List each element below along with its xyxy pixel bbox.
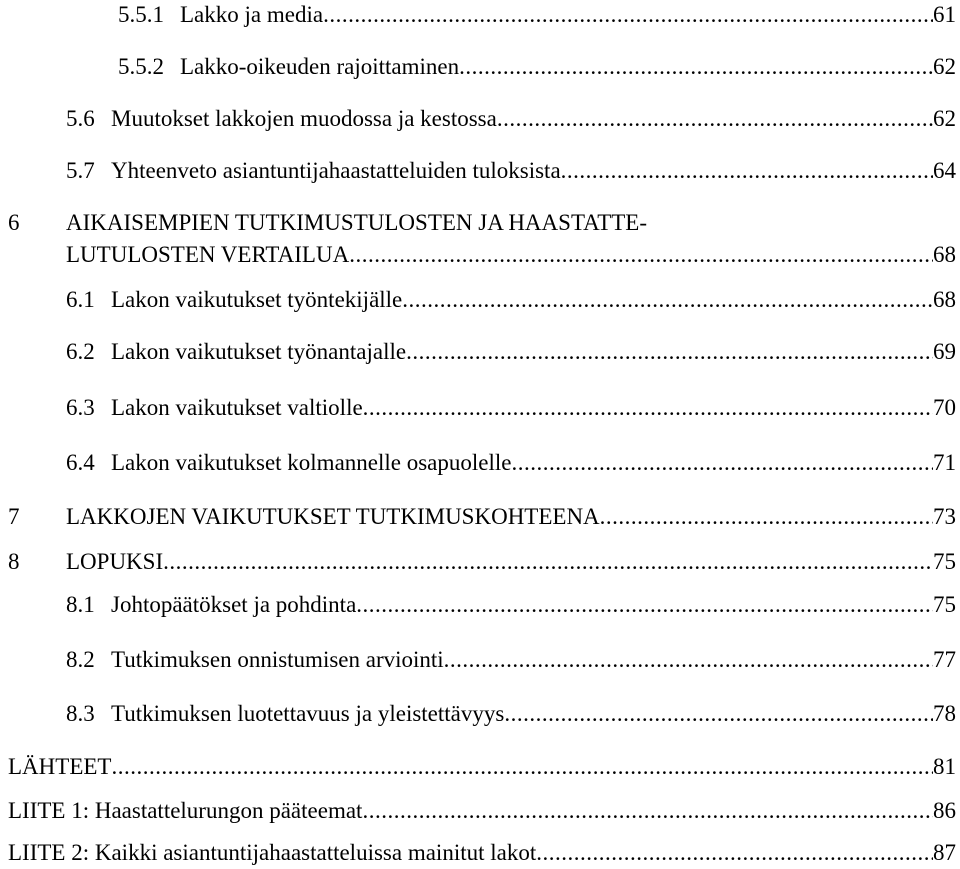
dot-leader: [504, 699, 933, 729]
dot-leader: [363, 393, 933, 423]
toc-entry-8[interactable]: [0, 547, 960, 577]
toc-entry-line: [111, 104, 956, 134]
toc-entry-number: 6.2: [66, 339, 95, 364]
toc-entry-title: LIITE 1: Haastattelurungon pääteemat: [8, 798, 363, 823]
toc-entry-number: 5.6: [66, 106, 95, 131]
toc-entry-5-7[interactable]: [0, 156, 960, 186]
dot-leader: [459, 52, 933, 82]
toc-entry-page: 81: [933, 754, 956, 779]
toc-entry-line: [66, 208, 956, 238]
toc-entry-line: [180, 52, 956, 82]
toc-entry-page: 68: [933, 242, 956, 267]
toc-entry-title-line1: AIKAISEMPIEN TUTKIMUSTULOSTEN JA HAASTATTE-: [66, 210, 648, 235]
toc-entry-line: [66, 502, 956, 532]
toc-entry-6-2[interactable]: [0, 337, 960, 367]
dot-leader: [561, 156, 933, 186]
toc-entry-title: Tutkimuksen luotettavuus ja yleistettävyys: [111, 701, 505, 726]
toc-entry-liite-1[interactable]: [0, 796, 960, 826]
toc-entry-number: 8.3: [66, 701, 95, 726]
dot-leader: [323, 0, 933, 30]
toc-entry-line: [180, 0, 956, 30]
toc-entry-6-1[interactable]: [0, 285, 960, 315]
toc-entry-number: 8: [8, 549, 20, 574]
toc-entry-7[interactable]: [0, 502, 960, 532]
toc-entry-number: 6.4: [66, 450, 95, 475]
toc-entry-number: 6.1: [66, 287, 95, 312]
toc-entry-line: [111, 285, 956, 315]
toc-entry-number: 6.3: [66, 395, 95, 420]
toc-entry-number: 6: [8, 210, 20, 235]
toc-entry-page: 77: [933, 647, 956, 672]
toc-entry-line: [8, 796, 956, 826]
toc-entry-page: 69: [933, 339, 956, 364]
toc-entry-5-5-2[interactable]: [0, 52, 960, 82]
toc-entry-number: 5.7: [66, 158, 95, 183]
toc-entry-number: 7: [8, 504, 20, 529]
toc-entry-line: [111, 448, 956, 478]
dot-leader: [511, 448, 933, 478]
dot-leader: [362, 796, 933, 826]
dot-leader: [406, 337, 933, 367]
toc-entry-page: 61: [933, 2, 956, 27]
toc-entry-title: LIITE 2: Kaikki asiantuntijahaastatteluissa mainitut lakot: [8, 840, 537, 865]
toc-entry-8-3[interactable]: [0, 699, 960, 729]
toc-entry-number: 5.5.1: [118, 2, 164, 27]
toc-entry-title: Lakko ja media: [180, 2, 324, 27]
toc-entry-page: 68: [933, 287, 956, 312]
toc-entry-6-line1[interactable]: [0, 208, 960, 238]
toc-entry-title: Lakon vaikutukset valtiolle: [111, 395, 363, 420]
toc-entry-page: 86: [933, 798, 956, 823]
toc-entry-title: LAKKOJEN VAIKUTUKSET TUTKIMUSKOHTEENA: [66, 504, 600, 529]
toc-entry-6-4[interactable]: [0, 448, 960, 478]
toc-entry-line: [66, 240, 956, 270]
toc-entry-page: 75: [933, 549, 956, 574]
toc-entry-6[interactable]: [0, 240, 960, 270]
toc-entry-line: [111, 156, 956, 186]
dot-leader: [349, 240, 933, 270]
toc-entry-page: 73: [933, 504, 956, 529]
toc-entry-title: Lakon vaikutukset työnantajalle: [111, 339, 407, 364]
toc-entry-number: 5.5.2: [118, 54, 164, 79]
toc-entry-liite-2[interactable]: [0, 838, 960, 868]
toc-entry-page: 64: [933, 158, 956, 183]
toc-entry-line: [111, 393, 956, 423]
toc-entry-line: [111, 645, 956, 675]
toc-entry-page: 78: [933, 701, 956, 726]
toc-entry-line: [111, 699, 956, 729]
toc-entry-title: Yhteenveto asiantuntijahaastatteluiden tuloksista: [111, 158, 561, 183]
toc-entry-6-3[interactable]: [0, 393, 960, 423]
toc-entry-number: 8.1: [66, 592, 95, 617]
toc-entry-title: LÄHTEET: [8, 754, 112, 779]
toc-entry-line: [8, 838, 956, 868]
dot-leader: [600, 502, 933, 532]
dot-leader: [163, 547, 933, 577]
toc-entry-title: Lakon vaikutukset työntekijälle: [111, 287, 403, 312]
toc-entry-title: Muutokset lakkojen muodossa ja kestossa: [111, 106, 497, 131]
toc-entry-page: 75: [933, 592, 956, 617]
dot-leader: [402, 285, 933, 315]
dot-leader: [356, 590, 933, 620]
toc-entry-page: 62: [933, 106, 956, 131]
toc-entry-title: Johtopäätökset ja pohdinta: [111, 592, 357, 617]
toc-entry-page: 70: [933, 395, 956, 420]
toc-entry-line: [111, 337, 956, 367]
toc-entry-line: [66, 547, 956, 577]
toc-entry-page: 87: [933, 840, 956, 865]
toc-entry-title: LUTULOSTEN VERTAILUA: [66, 242, 350, 267]
toc-entry-title: Tutkimuksen onnistumisen arviointi: [111, 647, 444, 672]
dot-leader: [111, 752, 933, 782]
toc-entry-title: LOPUKSI: [66, 549, 164, 574]
toc-entry-title: Lakko-oikeuden rajoittaminen: [180, 54, 460, 79]
toc-entry-lahteet[interactable]: [0, 752, 960, 782]
dot-leader: [444, 645, 933, 675]
toc-entry-page: 62: [933, 54, 956, 79]
toc-entry-number: 8.2: [66, 647, 95, 672]
dot-leader: [536, 838, 933, 868]
toc-entry-page: 71: [933, 450, 956, 475]
toc-entry-title: Lakon vaikutukset kolmannelle osapuolelle: [111, 450, 512, 475]
toc-entry-line: [8, 752, 956, 782]
toc-entry-8-2[interactable]: [0, 645, 960, 675]
toc-entry-8-1[interactable]: [0, 590, 960, 620]
toc-entry-5-5-1[interactable]: [0, 0, 960, 30]
toc-entry-5-6[interactable]: [0, 104, 960, 134]
toc-entry-line: [111, 590, 956, 620]
dot-leader: [497, 104, 933, 134]
